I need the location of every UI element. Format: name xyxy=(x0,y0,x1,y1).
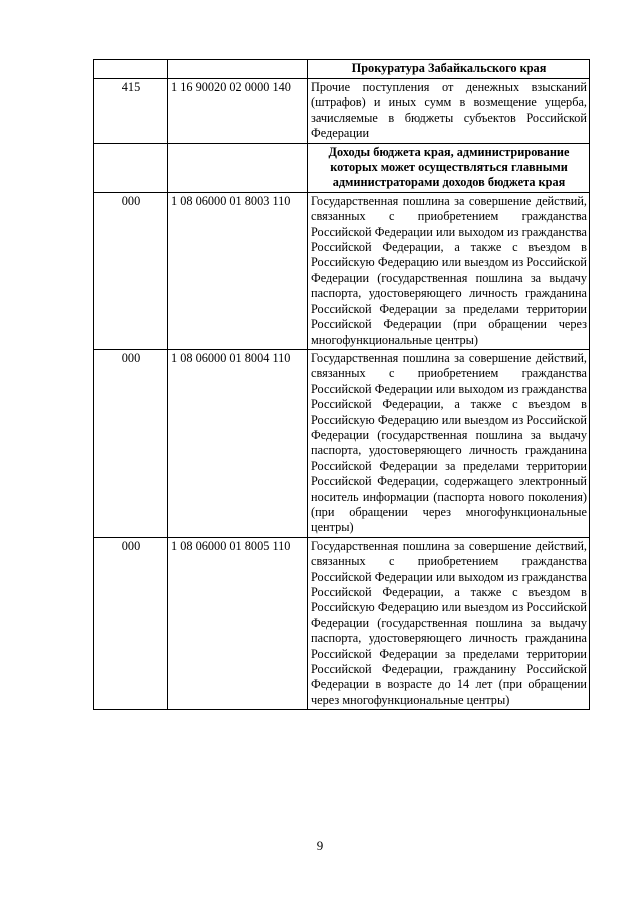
revenue-description: Государственная пошлина за совершение действий, связанных с приобретением гражданства Российской Федерации или выходом из гражданства Российской Федерации, а также с въездом в Российскую Федерацию или выездом из Российской Федерации (государственная пошлина за выдачу паспорта, удостоверяющего личность гражданина Российской Федерации за пределами территории Российской Федерации (при обращении через многофункциональные центры) xyxy=(308,192,590,349)
empty-cell xyxy=(94,60,168,79)
budget-code: 1 16 90020 02 0000 140 xyxy=(168,79,308,144)
revenue-description: Прочие поступления от денежных взысканий (штрафов) и иных сумм в возмещение ущерба, зачисляемые в бюджеты субъектов Российской Федерации xyxy=(308,79,590,144)
budget-code: 1 08 06000 01 8004 110 xyxy=(168,349,308,537)
admin-code: 000 xyxy=(94,349,168,537)
document-page xyxy=(93,59,589,710)
page-number: 9 xyxy=(316,838,324,853)
section-header-row xyxy=(94,60,590,79)
revenue-description: Государственная пошлина за совершение действий, связанных с приобретением гражданства Российской Федерации или выходом из гражданства Российской Федерации, а также с въездом в Российскую Федерацию или выездом из Российской Федерации (государственная пошлина за выдачу паспорта, удостоверяющего личность гражданина Российской Федерации за пределами территории Российской Федерации, содержащего электронный носитель информации (паспорта нового поколения) (при обращении через многофункциональные центры) xyxy=(308,349,590,537)
revenue-table xyxy=(93,59,590,710)
table-row xyxy=(94,79,590,144)
empty-cell xyxy=(168,143,308,192)
budget-code: 1 08 06000 01 8005 110 xyxy=(168,537,308,709)
admin-code: 000 xyxy=(94,537,168,709)
table-row xyxy=(94,192,590,349)
empty-cell xyxy=(94,143,168,192)
empty-cell xyxy=(168,60,308,79)
budget-code: 1 08 06000 01 8003 110 xyxy=(168,192,308,349)
section-title-regional: Доходы бюджета края, администрирование которых может осуществляться главными администраторами доходов бюджета края xyxy=(308,143,590,192)
section-title-prosecutor: Прокуратура Забайкальского края xyxy=(308,60,590,79)
section-header-row xyxy=(94,143,590,192)
revenue-description: Государственная пошлина за совершение действий, связанных с приобретением гражданства Российской Федерации или выходом из гражданства Российской Федерации, а также с въездом в Российскую Федерацию или выездом из Российской Федерации (государственная пошлина за выдачу паспорта, удостоверяющего личность гражданина Российской Федерации за пределами территории Российской Федерации, гражданину Российской Федерации в возрасте до 14 лет (при обращении через многофункциональные центры) xyxy=(308,537,590,709)
table-row xyxy=(94,349,590,537)
admin-code: 000 xyxy=(94,192,168,349)
admin-code: 415 xyxy=(94,79,168,144)
table-row xyxy=(94,537,590,709)
